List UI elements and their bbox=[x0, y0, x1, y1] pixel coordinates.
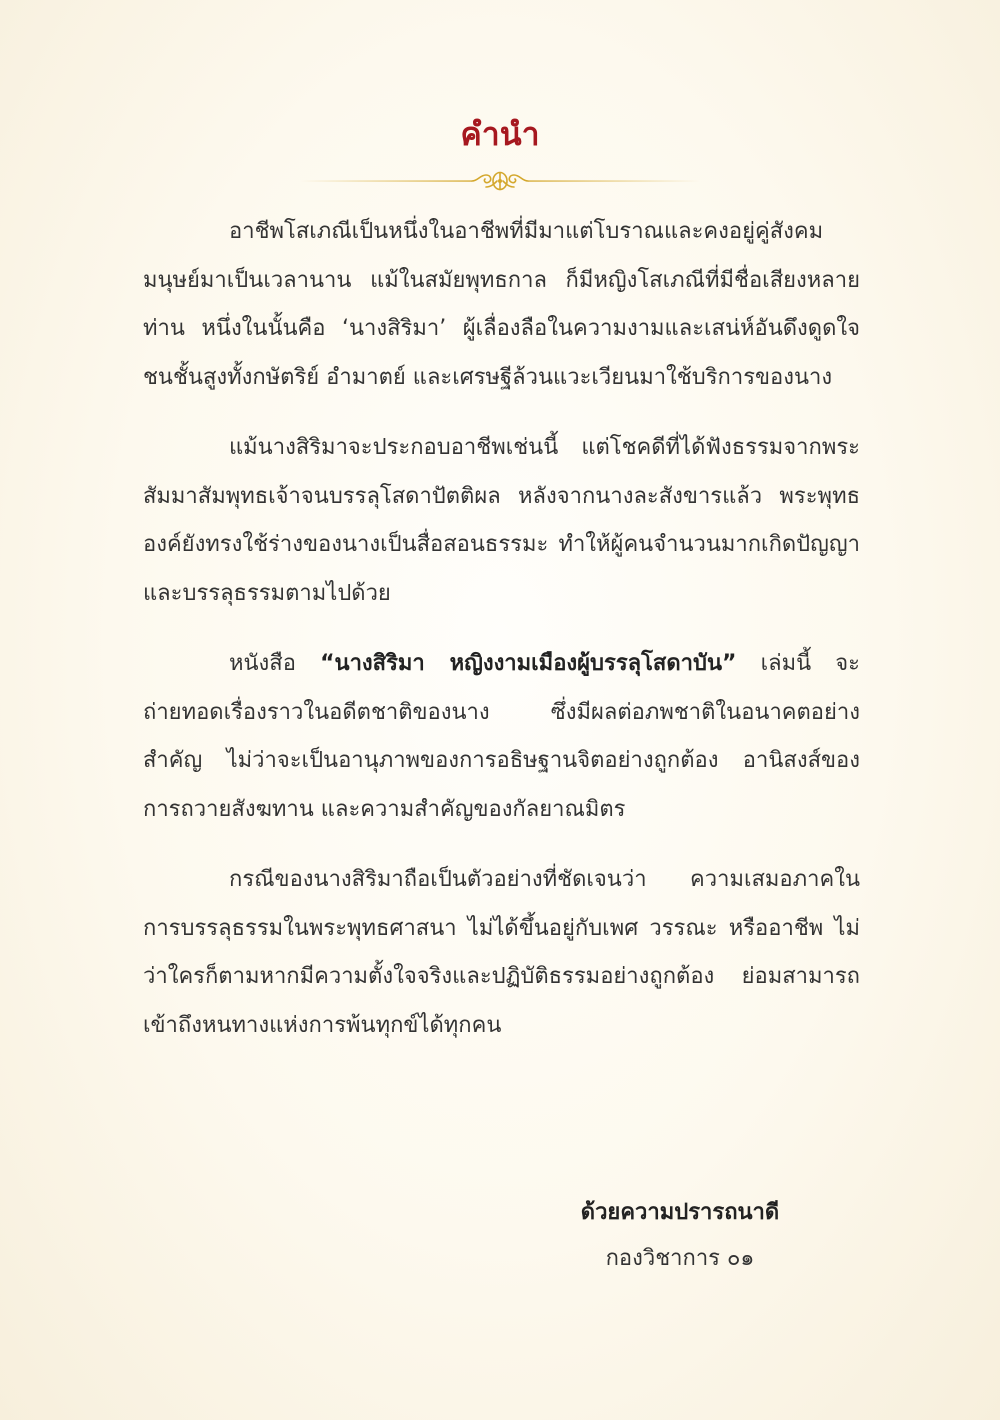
page-title: คำนำ bbox=[460, 115, 540, 153]
paragraph-2: แม้นางสิริมาจะประกอบอาชีพเช่นนี้ แต่โชคดีที่ได้ฟังธรรมจากพระสัมมาสัมพุทธเจ้าจนบรรลุโสดาปัตติผล หลังจากนางละสังขารแล้ว พระพุทธองค์ยังทรงใช้ร่างของนางเป็นสื่อสอนธรรมะ ทำให้ผู้คนจำนวนมากเกิดปัญญาและบรรลุธรรมตามไปด้วย bbox=[143, 435, 860, 606]
paragraph-3-suffix: เล่มนี้ จะถ่ายทอดเรื่องราวในอดีตชาติของนาง ซึ่งมีผลต่อภพชาติในอนาคตอย่างสำคัญ ไม่ว่าจะเป็นอานุภาพของการอธิษฐานจิตอย่างถูกต้อง อานิสงส์ของการถวายสังฆทาน และความสำคัญของกัลยาณมิตร bbox=[143, 651, 861, 822]
foreword-body bbox=[143, 208, 860, 1072]
closing-greeting: ด้วยความปรารถนาดี bbox=[580, 1200, 780, 1225]
paragraph-4: กรณีของนางสิริมาถือเป็นตัวอย่างที่ชัดเจนว่า ความเสมอภาคในการบรรลุธรรมในพระพุทธศาสนา ไม่ได้ขึ้นอยู่กับเพศ วรรณะ หรืออาชีพ ไม่ว่าใครก็ตามหากมีความตั้งใจจริงและปฏิบัติธรรมอย่างถูกต้อง ย่อมสามารถเข้าถึงหนทางแห่งการพ้นทุกข์ได้ทุกคน bbox=[143, 867, 860, 1038]
gold-scroll-divider-icon bbox=[300, 168, 700, 194]
paragraph-3 bbox=[143, 640, 860, 834]
closing-author: กองวิชาการ ๐๑ bbox=[605, 1246, 755, 1271]
paragraph-3-prefix: หนังสือ bbox=[229, 651, 321, 676]
book-title-emphasis: “นางสิริมา หญิงงามเมืองผู้บรรลุโสดาบัน” bbox=[320, 651, 737, 676]
closing-signature bbox=[480, 1190, 880, 1282]
paragraph-1: อาชีพโสเภณีเป็นหนึ่งในอาชีพที่มีมาแต่โบราณและคงอยู่คู่สังคมมนุษย์มาเป็นเวลานาน แม้ในสมัยพุทธกาล ก็มีหญิงโสเภณีที่มีชื่อเสียงหลายท่าน หนึ่งในนั้นคือ ‘นางสิริมา’ ผู้เลื่องลือในความงามและเสน่ห์อันดึงดูดใจ ชนชั้นสูงทั้งกษัตริย์ อำมาตย์ และเศรษฐีล้วนแวะเวียนมาใช้บริการของนาง bbox=[143, 219, 860, 390]
